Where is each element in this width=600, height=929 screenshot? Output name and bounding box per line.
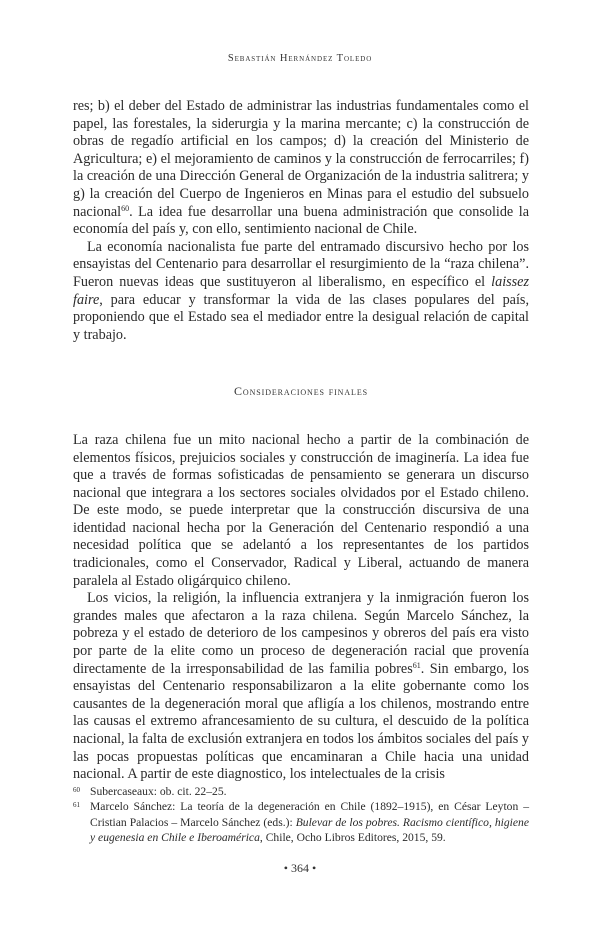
footnote-ref-60[interactable]: 60 — [121, 203, 130, 213]
paragraph-3: La raza chilena fue un mito nacional hecho a partir de la combinación de elementos físicos, prejuicios sociales y construcción de imaginería. La idea fue que a través de formas sofisticadas de pensamiento se generara un discurso nacional que integrara a los sectores sociales olvidados por el Estado chileno. De este modo, se puede interpretar que la construcción discursiva de una identidad nacional hecha por la Generación del Centenario respondió a una necesidad política que se adelantó a los representantes de los partidos tradicionales, como el Conservador, Radical y Liberal, actuando de manera paralela al Estado oligárquico chileno. — [73, 431, 529, 589]
footnote-text: Subercaseaux: ob. cit. 22–25. — [90, 785, 227, 798]
footnote-title-italic: Bulevar de los pobres. Racismo científico, higiene y eugenesia en Chile e Iberoamérica — [90, 815, 529, 845]
paragraph-text: Los vicios, la religión, la influencia extranjera y la inmigración fueron los grandes males que afectaron a la raza chilena. Según Marcelo Sánchez, la pobreza y el estado de deterioro de los campesinos y obreros del país era visto por parte de la elite como un proceso de degeneración racial que provenía directamente de la irresponsabilidad de las familia pobres — [73, 590, 529, 677]
footnote-number: 61 — [73, 801, 80, 810]
paragraph-text: res; b) el deber del Estado de administrar las industrias fundamentales como el papel, las forestales, la siderurgia y la marina mercante; c) la construcción de obras de regadío artificial en los campos; d) la creación del Ministerio de Agricultura; e) el mejoramiento de caminos y la construcción de ferrocarriles; f) la creación de una Dirección General de Organización de la industria salitrera; y g) la creación del Cuerpo de Ingenieros en Minas para el estudio del subsuelo nacional — [73, 98, 529, 220]
running-head: Sebastián Hernández Toledo — [227, 53, 373, 64]
footnotes — [73, 784, 529, 846]
paragraph-text: . Sin embargo, los ensayistas del Centenario responsabilizaron a la elite gobernante como los causantes de la degeneración moral que afligía a los chilenos, mostrando entre las causas el extremo afrancesamiento de su cultura, el descuido de la política nacional, la falta de exclusión extranjera en todos los ámbitos sociales del país y las pocas propuestas políticas que encaminaran a Chile hacia una unidad nacional. A partir de este diagnostico, los intelectuales de la crisis — [73, 660, 529, 783]
paragraph-text: . La idea fue desarrollar una buena administración que consolide la economía del país y, con ello, sentimiento nacional de Chile. — [73, 203, 529, 238]
footnote-ref-61[interactable]: 61 — [412, 660, 421, 670]
footnote-number: 60 — [73, 786, 80, 794]
footnote-text — [90, 799, 529, 845]
body-text — [73, 98, 529, 784]
footnote-text-part: Marcelo Sánchez: La teoría de la degeneración en Chile (1892–1915), en César Leyton – Cristian Palacios – Marcelo Sánchez (eds.): — [90, 800, 529, 829]
paragraph-text: La economía nacionalista fue parte del entramado discursivo hecho por los ensayistas del Centenario para desarrollar el resurgimiento de la “raza chilena”. Fueron nuevas ideas que sustituyeron al liberalismo, en específico el — [73, 238, 529, 290]
section-heading: Consideraciones finales — [234, 384, 368, 399]
footnote-60 — [73, 784, 529, 799]
paragraph-2 — [73, 239, 529, 345]
paragraph-4 — [73, 590, 529, 784]
paragraph-1 — [73, 98, 529, 239]
italic-term: laissez faire — [73, 273, 529, 308]
page-number: • 364 • — [283, 861, 317, 875]
footnote-text-part: , Chile, Ocho Libros Editores, 2015, 59. — [259, 831, 446, 845]
paragraph-text: , para educar y transformar la vida de las clases populares del país, proponiendo que el Estado sea el mediador entre la desigual relación de capital y trabajo. — [73, 291, 529, 343]
footnote-61 — [73, 799, 529, 845]
